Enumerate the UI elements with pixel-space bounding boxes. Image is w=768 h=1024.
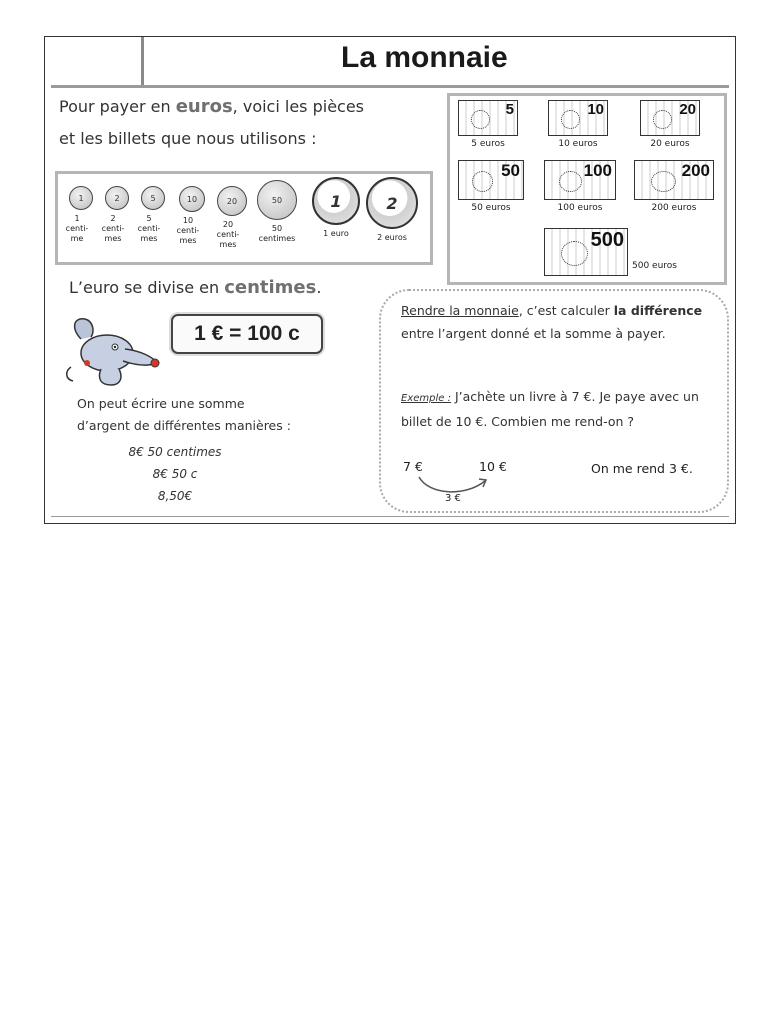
example-paid: 10 € xyxy=(479,459,507,474)
write-sum-intro xyxy=(77,393,291,437)
coin-label: 2 euros xyxy=(377,233,407,242)
banknote-icon xyxy=(544,228,628,276)
banknote-value: 20 xyxy=(679,101,696,118)
coin-2 xyxy=(138,186,168,244)
coin-face-icon: 2 xyxy=(366,177,418,229)
write-line2: d’argent de différentes manières : xyxy=(77,418,291,433)
coin-label: 2 centi- mes xyxy=(101,214,125,243)
coin-5 xyxy=(254,180,300,244)
intro-part2: , voici les pièces xyxy=(232,97,365,116)
euro-divides-text xyxy=(69,277,321,298)
banknote-icon xyxy=(548,100,608,136)
eu-stars-icon xyxy=(561,241,588,266)
way-item: 8€ 50 c xyxy=(152,467,198,481)
coin-face-icon: 10 xyxy=(179,186,205,212)
banknote-label: 5 euros xyxy=(471,139,505,149)
banknote-2 xyxy=(640,100,700,149)
banknote-3 xyxy=(458,160,524,213)
banknote-label: 20 euros xyxy=(650,139,690,149)
banknote-0 xyxy=(458,100,518,149)
banknote-value: 5 xyxy=(505,101,514,118)
banknote-value: 50 xyxy=(501,161,520,180)
eu-stars-icon xyxy=(559,171,582,192)
coin-label: 10 centi- mes xyxy=(176,216,200,245)
banknote-icon xyxy=(544,160,616,200)
banknote-label: 100 euros xyxy=(557,203,603,213)
example-text: J’achète un livre à 7 €. Je paye avec un billet de 10 €. Combien me rend-on ? xyxy=(401,389,699,429)
write-line1: On peut écrire une somme xyxy=(77,396,245,411)
divise-highlight: centimes xyxy=(224,277,317,298)
bottom-rule xyxy=(51,516,729,517)
banknote-5 xyxy=(634,160,714,213)
coin-label: 1 euro xyxy=(323,229,349,238)
example-label: Exemple : xyxy=(401,393,451,404)
mouse-illustration xyxy=(61,309,161,389)
coin-4 xyxy=(214,186,250,250)
banknote-label: 200 euros xyxy=(651,203,697,213)
coins-panel xyxy=(55,171,433,265)
coin-face-icon: 1 xyxy=(69,186,93,210)
banknote-value: 200 xyxy=(681,161,710,180)
banknote-icon xyxy=(458,100,518,136)
way-item: 8,50€ xyxy=(157,489,193,503)
banknote-4 xyxy=(544,160,616,213)
banknote-1 xyxy=(548,100,608,149)
banknote-6 xyxy=(544,228,677,276)
coin-0 xyxy=(66,186,96,244)
coin-6 xyxy=(310,177,362,239)
coin-face-icon: 1 xyxy=(312,177,360,225)
eu-stars-icon xyxy=(561,110,580,129)
divise-text: L’euro se divise en xyxy=(69,278,225,297)
coin-3 xyxy=(176,186,208,246)
eu-stars-icon xyxy=(653,110,672,129)
coin-label: 1 centi- me xyxy=(65,214,89,243)
worksheet xyxy=(44,36,736,524)
banknotes-panel xyxy=(447,93,727,285)
coin-face-icon: 5 xyxy=(141,186,165,210)
coin-1 xyxy=(102,186,132,244)
change-explanation-box xyxy=(379,289,729,513)
banknote-label: 10 euros xyxy=(558,139,598,149)
change-definition xyxy=(401,299,719,345)
way-item: 8€ 50 centimes xyxy=(128,445,222,459)
banknote-label: 50 euros xyxy=(471,203,511,213)
eu-stars-icon xyxy=(471,110,490,129)
banknote-icon xyxy=(640,100,700,136)
example-difference: 3 € xyxy=(445,493,461,504)
change-t2: entre l’argent donné et la somme à payer. xyxy=(401,326,666,341)
banknote-value: 100 xyxy=(583,161,612,180)
coin-label: 5 centi- mes xyxy=(137,214,161,243)
banknote-icon xyxy=(458,160,524,200)
banknote-icon xyxy=(634,160,714,200)
page-title: La monnaie xyxy=(341,41,508,74)
coin-face-icon: 50 xyxy=(257,180,297,220)
write-ways xyxy=(115,441,235,507)
coin-face-icon: 20 xyxy=(217,186,247,216)
change-term: Rendre la monnaie xyxy=(401,303,519,318)
change-bold: la différence xyxy=(613,303,703,318)
eu-stars-icon xyxy=(651,171,676,192)
banknote-label: 500 euros xyxy=(632,261,677,271)
example-result: On me rend 3 €. xyxy=(591,461,693,476)
intro-line2: et les billets que nous utilisons : xyxy=(59,129,317,148)
coin-label: 20 centi- mes xyxy=(216,220,240,249)
coin-face-icon: 2 xyxy=(105,186,129,210)
banknote-value: 10 xyxy=(587,101,604,118)
banknote-value: 500 xyxy=(590,229,624,251)
coin-label: 50 centimes xyxy=(258,224,296,243)
eu-stars-icon xyxy=(472,171,493,192)
divise-end: . xyxy=(316,278,322,297)
header-divider xyxy=(141,37,144,85)
change-example xyxy=(401,385,719,433)
intro-highlight: euros xyxy=(175,96,233,117)
example-price: 7 € xyxy=(403,459,423,474)
euro-centime-formula: 1 € = 100 c xyxy=(171,314,323,354)
coin-7 xyxy=(364,177,420,243)
change-t1: , c’est calculer xyxy=(518,303,614,318)
intro-part1: Pour payer en xyxy=(59,97,176,116)
header-rule xyxy=(51,85,729,88)
intro-text xyxy=(59,91,364,155)
